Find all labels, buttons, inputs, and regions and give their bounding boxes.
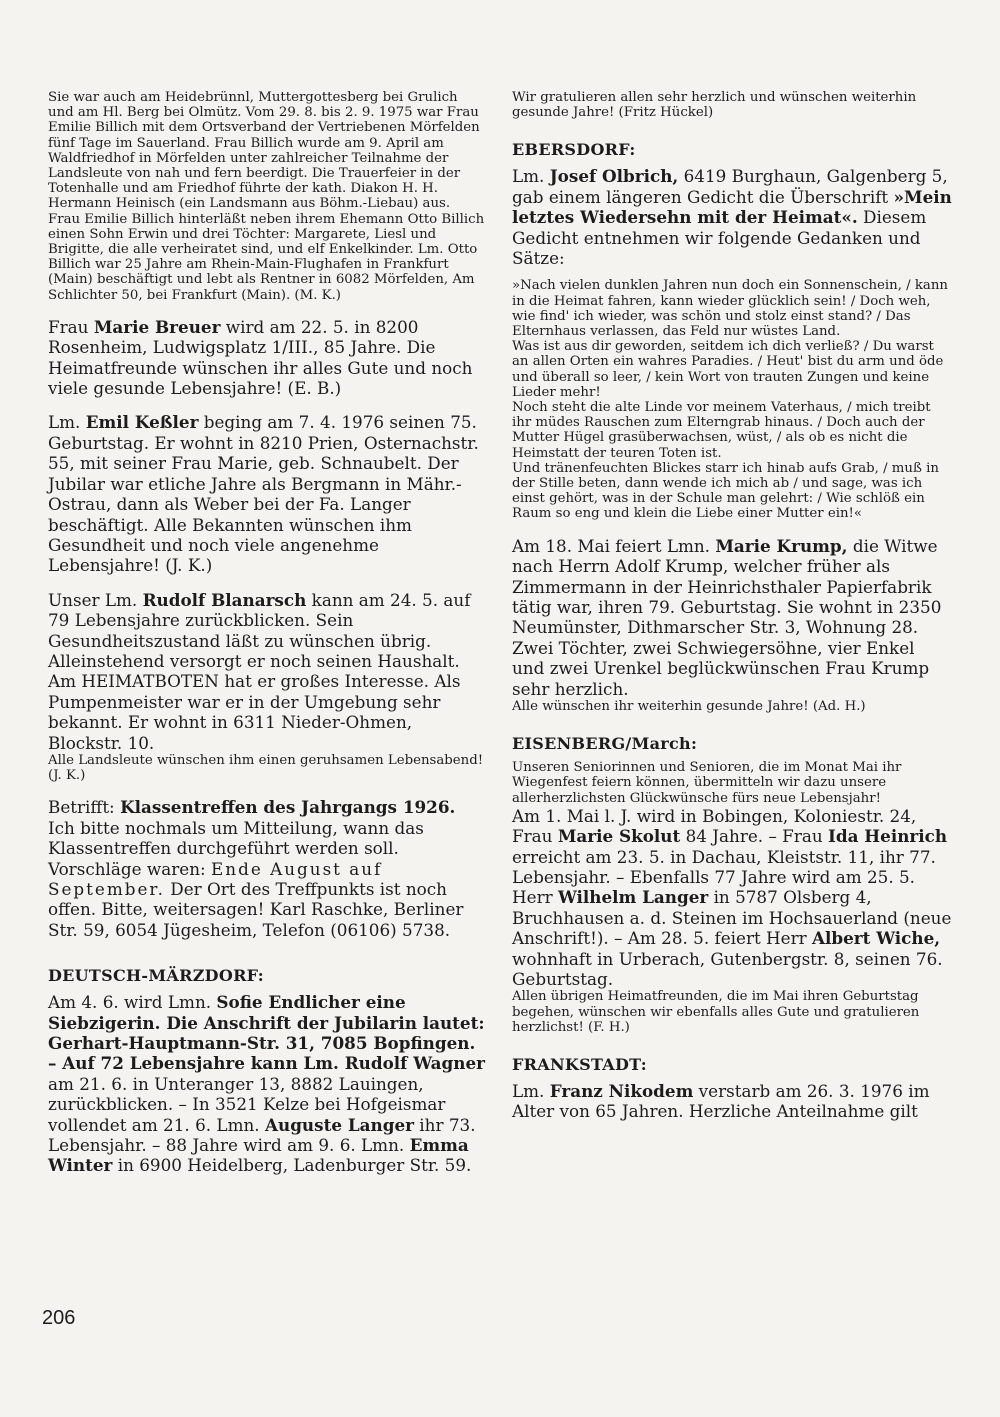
left-column: [48, 90, 486, 1176]
eisenberg-closing: Allen übrigen Heimatfreunden, die im Mai ihren Geburtstag begehen, wünschen wir ebenfalls alles Gute und gratulieren herzlichst! (F. H.): [512, 989, 920, 1035]
poem-stanza: Was ist aus dir geworden, seitdem ich dich verließ? / Du warst an allen Orten ein wahres Paradies. / Heut' bist du arm und öde und überall so leer, / kein Wort von trauten Zungen und keine Lieder mehr!: [512, 339, 944, 400]
olbrich-name: Josef Olbrich,: [549, 166, 679, 187]
blanarsch-wishes: Alle Landsleute wünschen ihm einen geruhsamen Lebensabend! (J. K.): [48, 752, 484, 784]
right-column: [512, 90, 952, 1122]
heading-ebersdorf: EBERSDORF:: [512, 140, 636, 160]
blanarsch-birthday: Unser Lm. Rudolf Blanarsch kann am 24. 5. auf 79 Lebensjahre zurückblicken. Sein Gesundheitszustand läßt zu wünschen übrig. Alleinstehend versorgt er noch seinen Haushalt. Am HEIMATBOTEN hat er großes Interesse. Als Pumpenmeister war er in der Umgebung sehr bekannt. Er wohnt in 6311 Nieder-Ohmen, Blockstr. 10.: [48, 589, 471, 753]
heading-deutsch-maerzdorf: DEUTSCH-MÄRZDORF:: [48, 966, 264, 986]
blanarsch-name: Rudolf Blanarsch: [142, 589, 307, 610]
poem-excerpt: [512, 278, 952, 521]
nikodem-name: Franz Nikodem: [549, 1081, 694, 1102]
eisenberg-greeting: Unseren Seniorinnen und Senioren, die im Monat Mai ihr Wiegenfest feiern können, übermitteln wir dazu unsere allerherzlichsten Glückwünsche fürs neue Lebensjahr!: [512, 760, 902, 806]
deutsch-maerzdorf-entries: Am 4. 6. wird Lmn. Sofie Endlicher eine Siebzigerin. Die Anschrift der Jubilarin lautet: Gerhart-Hauptmann-Str. 31, 7085 Bopfingen. – Auf 72 Lebensjahre kann Lm. Rudolf Wagner am 21. 6. in Unteranger 13, 8882 Lauingen, zurückblicken. – In 3521 Kelze bei Hofgeismar vollendet am 21. 6. Lmn. Auguste Langer ihr 73. Lebensjahr. – 88 Jahre wird am 9. 6. Lmn. Emma Winter in 6900 Heidelberg, Ladenburger Str. 59.: [48, 992, 485, 1176]
page-number: 206: [42, 1307, 76, 1329]
kessler-birthday: Lm. Emil Keßler beging am 7. 4. 1976 seinen 75. Geburtstag. Er wohnt in 8210 Prien, Osternachstr. 55, mit seiner Frau Marie, geb. Schnaubelt. Der Jubilar war etliche Jahre als Bergmann in Mähr.-Ostrau, dann als Weber bei der Fa. Langer beschäftigt. Alle Bekannten wünschen ihm Gesundheit und noch viele angenehme Lebensjahre! (J. K.): [48, 412, 479, 576]
krump-wishes: Alle wünschen ihr weiterhin gesunde Jahre! (Ad. H.): [512, 698, 866, 714]
eisenberg-entries: Am 1. Mai l. J. wird in Bobingen, Koloniestr. 24, Frau Marie Skolut 84 Jahre. – Frau Ida Heinrich erreicht am 23. 5. in Dachau, Kleiststr. 11, ihr 77. Lebensjahr. – Ebenfalls 77 Jahre wird am 25. 5. Herr Wilhelm Langer in 5787 Olsberg 4, Bruchhausen a. d. Steinen im Hochsauerland (neue Anschrift!). – Am 28. 5. feiert Herr Albert Wiche, wohnhaft in Urberach, Gutenbergstr. 8, seinen 76. Geburtstag.: [512, 805, 952, 989]
klassentreffen-notice: Betrifft: Klassentreffen des Jahrgangs 1926. Ich bitte nochmals um Mitteilung, wann das Klassentreffen durchgeführt werden soll. Vorschläge waren: Ende August auf September. Der Ort des Treffpunkts ist noch offen. Bitte, weitersagen! Karl Raschke, Berliner Str. 59, 6054 Jügesheim, Telefon (06106) 5738.: [48, 797, 464, 940]
krump-birthday: Am 18. Mai feiert Lmn. Marie Krump, die Witwe nach Herrn Adolf Krump, welcher früher als Zimmermann in der Heinrichsthaler Papierfabrik tätig war, ihren 79. Geburtstag. Sie wohnt in 2350 Neumünster, Dithmarscher Str. 3, Wohnung 28. Zwei Töchter, zwei Schwiegersöhne, vier Enkel und zwei Urenkel beglückwünschen Frau Krump sehr herzlich.: [512, 535, 942, 699]
breuer-birthday: Frau Marie Breuer wird am 22. 5. in 8200 Rosenheim, Ludwigsplatz 1/III., 85 Jahre. Die Heimatfreunde wünschen ihr alles Gute und noch viele gesunde Lebensjahre! (E. B.): [48, 316, 473, 399]
poem-stanza: Und tränenfeuchten Blickes starr ich hinab aufs Grab, / muß in der Stille beten, dann wende ich mich ab / und sage, was ich einst gehört, was in der Schule man gelehrt: / Wie schlöß ein Raum so eng und klein die Liebe einer Mutter ein!«: [512, 460, 939, 522]
breuer-name: Marie Breuer: [93, 316, 221, 337]
klassentreffen-title: Klassentreffen des Jahrgangs 1926.: [120, 797, 456, 818]
krump-name: Marie Krump,: [715, 535, 848, 556]
poem-stanza: Noch steht die alte Linde vor meinem Vaterhaus, / mich treibt ihr müdes Rauschen zum Elterngrab hinaus. / Doch auch der Mutter Hügel grasüberwachsen, wüst, / als ob es nicht die Heimstatt der teuren Toten ist.: [512, 400, 931, 461]
poem-stanza: »Nach vielen dunklen Jahren nun doch ein Sonnenschein, / kann in die Heimat fahren, kann wieder glücklich sein! / Doch weh, wie find' ich wieder, was schön und stolz einst stand? / Das Elternhaus verlassen, das Feld nur wüstes Land.: [512, 278, 948, 340]
frankstadt-entry: Lm. Franz Nikodem verstarb am 26. 3. 1976 im Alter von 65 Jahren. Herzliche Anteilnahme gilt: [512, 1081, 930, 1122]
hueckel-wishes: Wir gratulieren allen sehr herzlich und wünschen weiterhin gesunde Jahre! (Fritz Hückel): [512, 90, 917, 121]
kessler-name: Emil Keßler: [85, 412, 199, 433]
billich-obituary: Sie war auch am Heidebrünnl, Muttergottesberg bei Grulich und am Hl. Berg bei Olmütz. Vom 29. 8. bis 2. 9. 1975 war Frau Emilie Billich mit dem Ortsverband der Vertriebenen Mörfelden fünf Tage im Sauerland. Frau Billich wurde am 9. April am Waldfriedhof in Mörfelden unter zahlreicher Teilnahme der Landsleute von nah und fern beerdigt. Die Trauerfeier in der Totenhalle und am Friedhof führte der kath. Diakon H. H. Hermann Heinisch (ein Landsmann aus Böhm.-Liebau) aus. Frau Emilie Billich hinterläßt neben ihrem Ehemann Otto Billich einen Sohn Erwin und drei Töchter: Margarete, Liesl und Brigitte, die alle verheiratet sind, und elf Enkelkinder. Lm. Otto Billich war 25 Jahre am Rhein-Main-Flughafen in Frankfurt (Main) beschäftigt und lebt als Rentner in 6082 Mörfelden, Am Schlichter 50, bei Frankfurt (Main). (M. K.): [48, 90, 485, 303]
heading-eisenberg: EISENBERG/March:: [512, 734, 698, 754]
heading-frankstadt: FRANKSTADT:: [512, 1055, 648, 1075]
ebersdorf-intro: Lm. Josef Olbrich, 6419 Burghaun, Galgenberg 5, gab einem längeren Gedicht die Überschrift »Mein letztes Wiedersehn mit der Heimat«. Diesem Gedicht entnehmen wir folgende Gedanken und Sätze:: [512, 166, 952, 269]
poem-title: »Mein letztes Wiedersehn mit der Heimat«.: [512, 186, 952, 228]
